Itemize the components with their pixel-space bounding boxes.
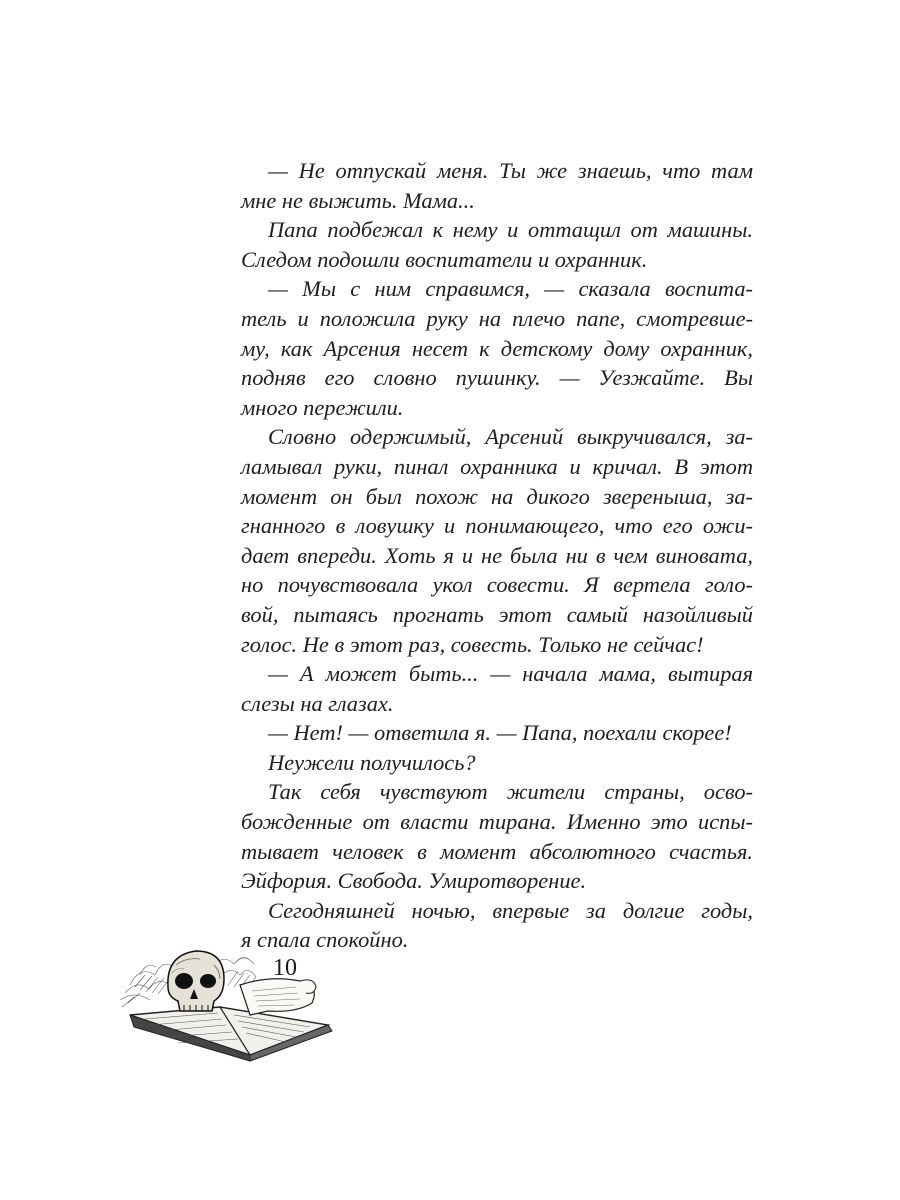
text-line: слезы на глазах.: [241, 690, 394, 716]
text-line: Так себя чувствуют жители страны, осво-: [268, 779, 753, 805]
paragraph: [241, 215, 753, 274]
skull: [168, 951, 224, 1011]
paragraph: [241, 274, 753, 422]
text-line: момент он был похож на дикого звереныша, за-: [241, 483, 753, 509]
paragraph: [241, 748, 753, 778]
page-number: 10: [273, 955, 297, 981]
text-line: Папа подбежал к нему и оттащил от машины.: [268, 217, 753, 243]
text-line: — Нет! — ответила я. — Папа, поехали скорее!: [268, 720, 732, 746]
text-line: — А может быть... — начала мама, вытирая: [268, 661, 753, 687]
text-line: тывает человек в момент абсолютного счастья.: [241, 838, 753, 864]
skull-and-book-vignette: [100, 915, 340, 1065]
text-line: тель и положила руку на плечо папе, смотревше-: [241, 305, 753, 331]
text-line: Словно одержимый, Арсений выкручивался, за-: [268, 424, 753, 450]
text-line: но почувствовала укол совести. Я вертела голо-: [241, 572, 753, 598]
text-line: Эйфория. Свобода. Умиротворение.: [241, 868, 587, 894]
text-line: много пережили.: [241, 394, 404, 420]
scroll-paper: [240, 979, 316, 1015]
body-text: [241, 156, 753, 955]
text-line: дает впереди. Хоть я и не была ни в чем виновата,: [241, 542, 753, 568]
paragraph: [241, 156, 753, 215]
paragraph: [241, 659, 753, 718]
text-line: Следом подошли воспитатели и охранник.: [241, 246, 648, 272]
text-line: — Мы с ним справимся, — сказала воспита-: [268, 276, 753, 302]
text-line: я спала спокойно.: [241, 927, 409, 953]
text-line: вой, пытаясь прогнать этот самый назойливый: [241, 601, 753, 627]
paragraph: [241, 718, 753, 748]
paragraph: [241, 777, 753, 895]
text-line: голос. Не в этот раз, совесть. Только не сейчас!: [241, 631, 704, 657]
paragraph: [241, 422, 753, 659]
text-line: божденные от власти тирана. Именно это испы-: [241, 809, 753, 835]
text-line: ламывал руки, пинал охранника и кричал. В этот: [241, 453, 753, 479]
text-line: гнанного в ловушку и понимающего, что его ожи-: [241, 513, 753, 539]
text-line: — Не отпускай меня. Ты же знаешь, что там: [268, 158, 753, 183]
text-line: мне не выжить. Мама...: [241, 187, 475, 213]
text-line: подняв его словно пушинку. — Уезжайте. Вы: [241, 365, 753, 391]
open-book: [130, 1007, 332, 1061]
text-line: Сегодняшней ночью, впервые за долгие годы,: [268, 897, 753, 923]
text-line: Неужели получилось?: [268, 749, 476, 775]
text-line: му, как Арсения несет к детскому дому охранник,: [241, 335, 753, 361]
